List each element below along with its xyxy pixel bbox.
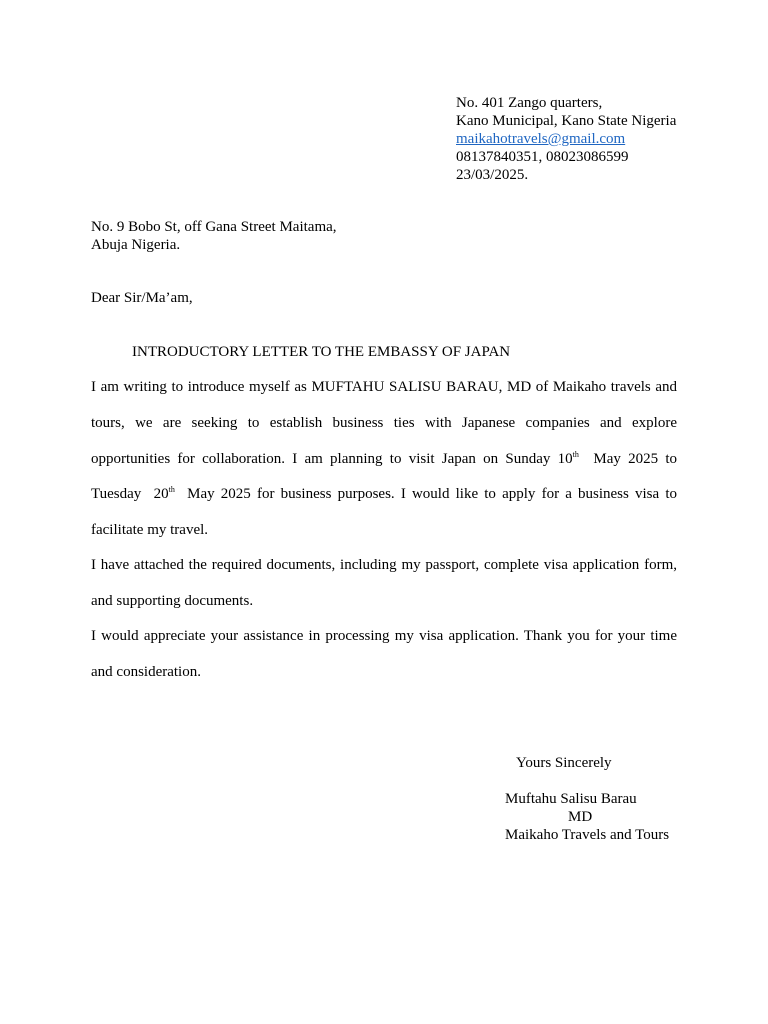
signatory-title: MD [568, 809, 593, 825]
closing-phrase: Yours Sincerely [516, 755, 612, 771]
body-paragraph-1 [91, 370, 681, 549]
recipient-address-line-1: No. 9 Bobo St, off Gana Street Maitama, [91, 219, 337, 235]
recipient-address-line-2: Abuja Nigeria. [91, 237, 181, 253]
ordinal-suffix-2: th [168, 485, 175, 495]
sender-email-link[interactable]: maikahotravels@gmail.com [456, 131, 626, 147]
salutation: Dear Sir/Ma’am, [91, 290, 193, 306]
sender-phone-numbers: 08137840351, 08023086599 [456, 149, 629, 165]
letter-subject: INTRODUCTORY LETTER TO THE EMBASSY OF JAPAN [132, 344, 511, 360]
ordinal-suffix-1: th [572, 449, 579, 459]
signatory-company: Maikaho Travels and Tours [505, 827, 670, 843]
letter-date: 23/03/2025. [456, 167, 529, 183]
body-paragraph-3: I would appreciate your assistance in processing my visa application. Thank you for your time and consideration. [91, 628, 677, 680]
body-paragraph-1-part-2: May 2025 to Tuesday 20 [91, 450, 681, 503]
sender-address-line-2: Kano Municipal, Kano State Nigeria [456, 113, 677, 129]
body-paragraph-1-part-3: May 2025 for business purposes. I would like to apply for a business visa to facilitate my travel. [91, 486, 681, 539]
signatory-name: Muftahu Salisu Barau [505, 791, 637, 807]
sender-address-block [456, 94, 676, 184]
signature-block [505, 790, 675, 844]
body-paragraph-2: I have attached the required documents, including my passport, complete visa application form, and supporting documents. [91, 557, 677, 609]
recipient-address-block [91, 218, 337, 254]
body-paragraph-1-part-1: I am writing to introduce myself as MUFTAHU SALISU BARAU, MD of Maikaho travels and tours, we are seeking to establish business ties with Japanese companies and explore opportunities for collaboration. I am planning to visit Japan on Sunday 10 [91, 379, 677, 467]
sender-address-line-1: No. 401 Zango quarters, [456, 95, 603, 111]
